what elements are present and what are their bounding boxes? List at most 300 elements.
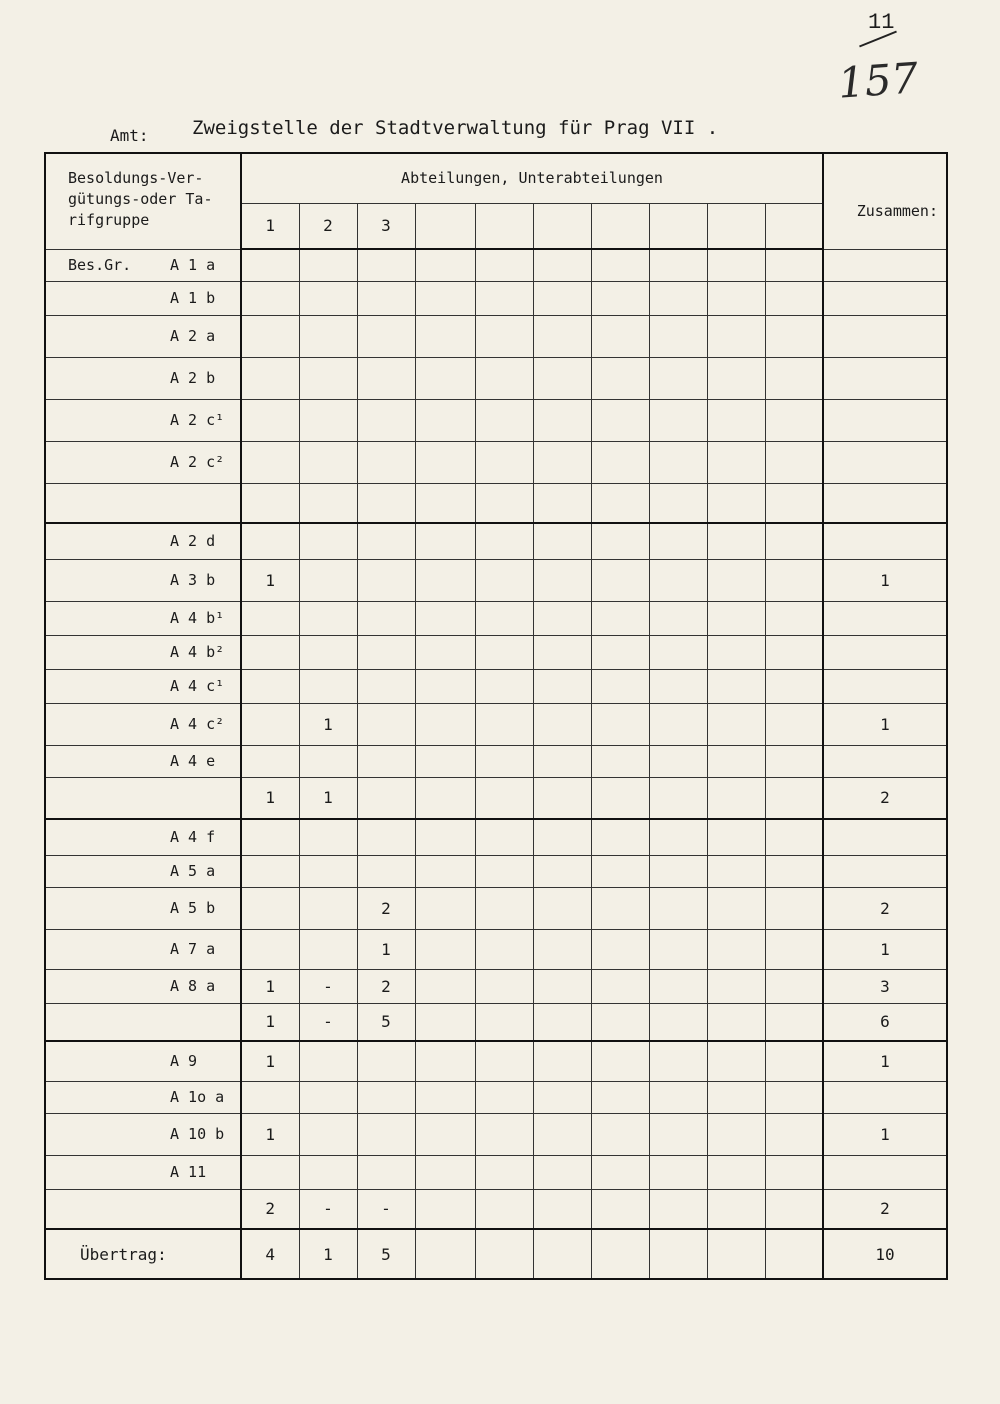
value-cell <box>591 357 649 399</box>
grade-cell <box>45 745 241 777</box>
value-cell <box>533 523 591 559</box>
grade-label: A 4 c² <box>170 715 225 733</box>
value-cell <box>415 745 475 777</box>
value-cell <box>765 1113 823 1155</box>
value-cell <box>765 601 823 635</box>
value-cell <box>649 887 707 929</box>
value-cell <box>707 1113 765 1155</box>
value-cell <box>765 1189 823 1229</box>
value-cell <box>357 669 415 703</box>
total-cell: 3 <box>823 969 947 1003</box>
column-header-8 <box>649 203 707 249</box>
column-header-6 <box>533 203 591 249</box>
value-cell <box>765 745 823 777</box>
value-cell: - <box>299 1003 357 1041</box>
value-cell <box>357 1113 415 1155</box>
value-cell <box>475 1189 533 1229</box>
table-row <box>45 969 947 1003</box>
value-cell <box>241 399 299 441</box>
value-cell <box>415 357 475 399</box>
value-cell <box>415 1189 475 1229</box>
value-cell <box>707 855 765 887</box>
value-cell <box>533 887 591 929</box>
value-cell <box>415 1003 475 1041</box>
value-cell <box>765 669 823 703</box>
value-cell <box>707 281 765 315</box>
value-cell <box>415 601 475 635</box>
group-header: Besoldungs-Ver- gütungs-oder Ta- rifgruppe <box>45 153 241 249</box>
value-cell <box>475 669 533 703</box>
total-cell: 1 <box>823 703 947 745</box>
value-cell: 1 <box>241 1041 299 1081</box>
grade-cell <box>45 523 241 559</box>
value-cell <box>533 745 591 777</box>
value-cell <box>299 855 357 887</box>
value-cell <box>591 1081 649 1113</box>
carry-over-cell: 1 <box>299 1229 357 1279</box>
value-cell <box>707 745 765 777</box>
value-cell: - <box>299 969 357 1003</box>
grade-label: A 4 f <box>170 828 216 847</box>
value-cell <box>415 483 475 523</box>
column-header-9 <box>707 203 765 249</box>
value-cell <box>765 249 823 281</box>
value-cell <box>707 357 765 399</box>
office-label: Amt: <box>110 126 149 145</box>
grade-cell <box>45 855 241 887</box>
value-cell: 1 <box>357 929 415 969</box>
value-cell <box>707 559 765 601</box>
value-cell <box>299 1113 357 1155</box>
total-cell <box>823 1155 947 1189</box>
value-cell <box>415 969 475 1003</box>
value-cell <box>591 855 649 887</box>
grade-cell <box>45 635 241 669</box>
value-cell <box>415 635 475 669</box>
value-cell <box>765 703 823 745</box>
carry-over-row <box>45 1229 947 1279</box>
total-cell <box>823 249 947 281</box>
value-cell <box>649 281 707 315</box>
value-cell <box>415 559 475 601</box>
value-cell <box>533 855 591 887</box>
value-cell <box>707 669 765 703</box>
grade-label: A 1 b <box>170 289 216 307</box>
value-cell <box>707 929 765 969</box>
group-prefix <box>46 752 158 770</box>
grade-label: A 4 b² <box>170 643 225 661</box>
value-cell <box>765 281 823 315</box>
grade-cell <box>45 1041 241 1081</box>
table-row <box>45 1081 947 1113</box>
group-prefix <box>46 609 158 627</box>
grade-cell <box>45 819 241 855</box>
grade-cell <box>45 559 241 601</box>
value-cell <box>533 357 591 399</box>
grade-label: A 3 b <box>170 571 216 589</box>
value-cell <box>765 483 823 523</box>
value-cell: 2 <box>357 969 415 1003</box>
value-cell <box>533 441 591 483</box>
value-cell <box>533 249 591 281</box>
value-cell <box>299 1155 357 1189</box>
value-cell <box>357 777 415 819</box>
value-cell <box>241 483 299 523</box>
grade-label: A 11 <box>170 1163 207 1181</box>
value-cell <box>649 1113 707 1155</box>
total-cell <box>823 855 947 887</box>
value-cell <box>299 483 357 523</box>
value-cell <box>533 1189 591 1229</box>
value-cell <box>591 635 649 669</box>
value-cell <box>649 1155 707 1189</box>
value-cell <box>591 483 649 523</box>
value-cell <box>475 281 533 315</box>
value-cell <box>241 635 299 669</box>
value-cell <box>475 1113 533 1155</box>
column-header-3: 3 <box>357 203 415 249</box>
value-cell <box>299 635 357 669</box>
value-cell <box>649 1189 707 1229</box>
grade-cell <box>45 777 241 819</box>
grade-label: A 9 <box>170 1052 198 1071</box>
table-row <box>45 399 947 441</box>
value-cell <box>649 929 707 969</box>
value-cell: 1 <box>241 969 299 1003</box>
value-cell <box>591 669 649 703</box>
value-cell <box>707 399 765 441</box>
value-cell <box>591 441 649 483</box>
group-prefix <box>46 289 158 307</box>
value-cell <box>765 1155 823 1189</box>
value-cell <box>475 523 533 559</box>
value-cell <box>533 559 591 601</box>
group-prefix <box>46 977 158 995</box>
value-cell <box>241 441 299 483</box>
value-cell <box>765 969 823 1003</box>
value-cell <box>649 441 707 483</box>
value-cell <box>649 399 707 441</box>
value-cell <box>533 819 591 855</box>
group-prefix <box>46 940 158 958</box>
grade-label: A 4 e <box>170 752 216 770</box>
value-cell <box>707 441 765 483</box>
group-prefix <box>46 1163 158 1181</box>
value-cell <box>533 1113 591 1155</box>
total-cell <box>823 281 947 315</box>
table-row <box>45 887 947 929</box>
value-cell: - <box>299 1189 357 1229</box>
value-cell <box>765 855 823 887</box>
value-cell <box>765 929 823 969</box>
grade-cell <box>45 703 241 745</box>
table-row <box>45 1003 947 1041</box>
value-cell <box>299 887 357 929</box>
value-cell <box>533 703 591 745</box>
grade-cell <box>45 1113 241 1155</box>
grade-label: A 4 b¹ <box>170 609 225 627</box>
value-cell <box>475 703 533 745</box>
table-row <box>45 601 947 635</box>
value-cell <box>415 669 475 703</box>
total-cell <box>823 745 947 777</box>
value-cell <box>591 601 649 635</box>
value-cell <box>241 523 299 559</box>
value-cell <box>241 1081 299 1113</box>
value-cell <box>357 703 415 745</box>
value-cell <box>241 669 299 703</box>
carry-over-label: Übertrag: <box>45 1229 241 1279</box>
value-cell <box>765 315 823 357</box>
table-row <box>45 819 947 855</box>
value-cell <box>765 399 823 441</box>
value-cell <box>357 441 415 483</box>
grade-label: A 4 c¹ <box>170 677 225 695</box>
value-cell <box>357 1041 415 1081</box>
value-cell <box>475 969 533 1003</box>
column-header-1: 1 <box>241 203 299 249</box>
grade-label: A 5 b <box>170 899 216 917</box>
table-row <box>45 929 947 969</box>
value-cell <box>241 887 299 929</box>
total-cell: 2 <box>823 777 947 819</box>
table-row <box>45 1041 947 1081</box>
value-cell <box>591 1189 649 1229</box>
value-cell <box>475 635 533 669</box>
total-header <box>823 153 947 249</box>
group-prefix <box>46 327 158 345</box>
value-cell <box>707 777 765 819</box>
total-cell: 1 <box>823 929 947 969</box>
value-cell <box>357 281 415 315</box>
value-cell <box>357 399 415 441</box>
table-row <box>45 249 947 281</box>
value-cell <box>299 315 357 357</box>
value-cell <box>357 315 415 357</box>
column-header-4 <box>415 203 475 249</box>
value-cell <box>299 669 357 703</box>
grade-cell <box>45 399 241 441</box>
value-cell <box>591 777 649 819</box>
value-cell <box>591 819 649 855</box>
value-cell <box>591 523 649 559</box>
total-cell <box>823 635 947 669</box>
group-prefix <box>46 532 158 550</box>
table-row <box>45 357 947 399</box>
total-cell: 2 <box>823 1189 947 1229</box>
value-cell <box>649 777 707 819</box>
value-cell <box>533 777 591 819</box>
value-cell <box>299 1041 357 1081</box>
value-cell <box>415 887 475 929</box>
value-cell <box>591 1155 649 1189</box>
value-cell <box>475 887 533 929</box>
value-cell <box>299 601 357 635</box>
value-cell <box>299 357 357 399</box>
total-cell <box>823 483 947 523</box>
value-cell <box>649 1081 707 1113</box>
value-cell <box>533 1003 591 1041</box>
value-cell <box>707 483 765 523</box>
value-cell <box>475 929 533 969</box>
total-cell <box>823 601 947 635</box>
grade-label: A 1o a <box>170 1088 225 1106</box>
value-cell <box>591 249 649 281</box>
value-cell <box>591 969 649 1003</box>
table-row <box>45 1113 947 1155</box>
total-cell <box>823 315 947 357</box>
value-cell <box>357 559 415 601</box>
carry-over-cell <box>475 1229 533 1279</box>
value-cell <box>357 819 415 855</box>
total-cell: 1 <box>823 1041 947 1081</box>
grade-cell <box>45 969 241 1003</box>
value-cell <box>241 601 299 635</box>
table-row <box>45 1155 947 1189</box>
office-value: Zweigstelle der Stadtverwaltung für Prag VII . <box>192 117 719 139</box>
group-prefix <box>46 1052 158 1070</box>
value-cell <box>475 249 533 281</box>
value-cell <box>415 523 475 559</box>
value-cell <box>649 1003 707 1041</box>
value-cell <box>707 969 765 1003</box>
table-row <box>45 635 947 669</box>
total-cell <box>823 357 947 399</box>
value-cell <box>533 969 591 1003</box>
grade-cell <box>45 669 241 703</box>
value-cell <box>357 357 415 399</box>
group-prefix <box>46 862 158 880</box>
value-cell <box>415 249 475 281</box>
value-cell <box>649 745 707 777</box>
table-row <box>45 669 947 703</box>
value-cell <box>649 601 707 635</box>
value-cell <box>591 1041 649 1081</box>
value-cell <box>475 855 533 887</box>
grade-cell <box>45 249 241 281</box>
value-cell <box>591 281 649 315</box>
grade-label: A 10 b <box>170 1125 225 1143</box>
value-cell <box>533 1081 591 1113</box>
grade-label: A 2 c¹ <box>170 411 225 429</box>
value-cell <box>475 777 533 819</box>
value-cell <box>299 1081 357 1113</box>
value-cell <box>649 635 707 669</box>
archive-number: 157 <box>836 53 920 108</box>
value-cell <box>533 669 591 703</box>
carry-over-cell: 4 <box>241 1229 299 1279</box>
grade-label: A 5 a <box>170 862 216 880</box>
value-cell <box>415 819 475 855</box>
group-prefix <box>46 571 158 589</box>
value-cell <box>299 523 357 559</box>
value-cell: 2 <box>357 887 415 929</box>
column-header-2: 2 <box>299 203 357 249</box>
value-cell <box>649 855 707 887</box>
value-cell <box>241 315 299 357</box>
value-cell <box>591 399 649 441</box>
value-cell <box>357 1155 415 1189</box>
value-cell <box>475 1041 533 1081</box>
total-cell <box>823 441 947 483</box>
group-prefix <box>46 453 158 471</box>
value-cell <box>591 1003 649 1041</box>
grade-label: A 1 a <box>170 256 216 274</box>
value-cell <box>765 441 823 483</box>
value-cell: 1 <box>299 777 357 819</box>
column-header-10 <box>765 203 823 249</box>
value-cell <box>299 929 357 969</box>
group-prefix <box>46 369 158 387</box>
value-cell: - <box>357 1189 415 1229</box>
total-cell <box>823 1081 947 1113</box>
value-cell <box>533 601 591 635</box>
value-cell <box>649 669 707 703</box>
departments-header: Abteilungen, Unterabteilungen <box>241 153 823 203</box>
value-cell <box>475 399 533 441</box>
value-cell: 1 <box>241 1113 299 1155</box>
grade-cell <box>45 1003 241 1041</box>
group-prefix <box>46 1125 158 1143</box>
total-cell <box>823 523 947 559</box>
value-cell <box>765 777 823 819</box>
value-cell <box>649 483 707 523</box>
value-cell <box>299 745 357 777</box>
page-number: 11 <box>868 10 895 35</box>
value-cell <box>299 819 357 855</box>
value-cell <box>475 819 533 855</box>
value-cell <box>765 523 823 559</box>
carry-over-cell <box>765 1229 823 1279</box>
value-cell <box>357 249 415 281</box>
value-cell <box>649 819 707 855</box>
grade-cell <box>45 601 241 635</box>
value-cell <box>357 523 415 559</box>
value-cell <box>357 601 415 635</box>
group-prefix <box>46 643 158 661</box>
grade-label: A 7 a <box>170 940 216 958</box>
total-cell: 6 <box>823 1003 947 1041</box>
value-cell <box>475 601 533 635</box>
table-row <box>45 559 947 601</box>
value-cell <box>415 703 475 745</box>
value-cell <box>415 855 475 887</box>
table-row <box>45 855 947 887</box>
carry-over-cell <box>533 1229 591 1279</box>
value-cell <box>475 1081 533 1113</box>
group-prefix <box>46 411 158 429</box>
value-cell <box>707 1189 765 1229</box>
value-cell <box>475 559 533 601</box>
grade-cell <box>45 281 241 315</box>
value-cell <box>765 559 823 601</box>
value-cell <box>415 281 475 315</box>
value-cell <box>765 1003 823 1041</box>
value-cell <box>765 635 823 669</box>
value-cell <box>241 1155 299 1189</box>
total-cell <box>823 669 947 703</box>
value-cell <box>591 1113 649 1155</box>
value-cell <box>357 1081 415 1113</box>
value-cell <box>765 1081 823 1113</box>
value-cell <box>649 1041 707 1081</box>
value-cell <box>241 745 299 777</box>
total-cell <box>823 399 947 441</box>
value-cell <box>591 929 649 969</box>
value-cell <box>533 635 591 669</box>
value-cell <box>707 1041 765 1081</box>
value-cell <box>765 357 823 399</box>
